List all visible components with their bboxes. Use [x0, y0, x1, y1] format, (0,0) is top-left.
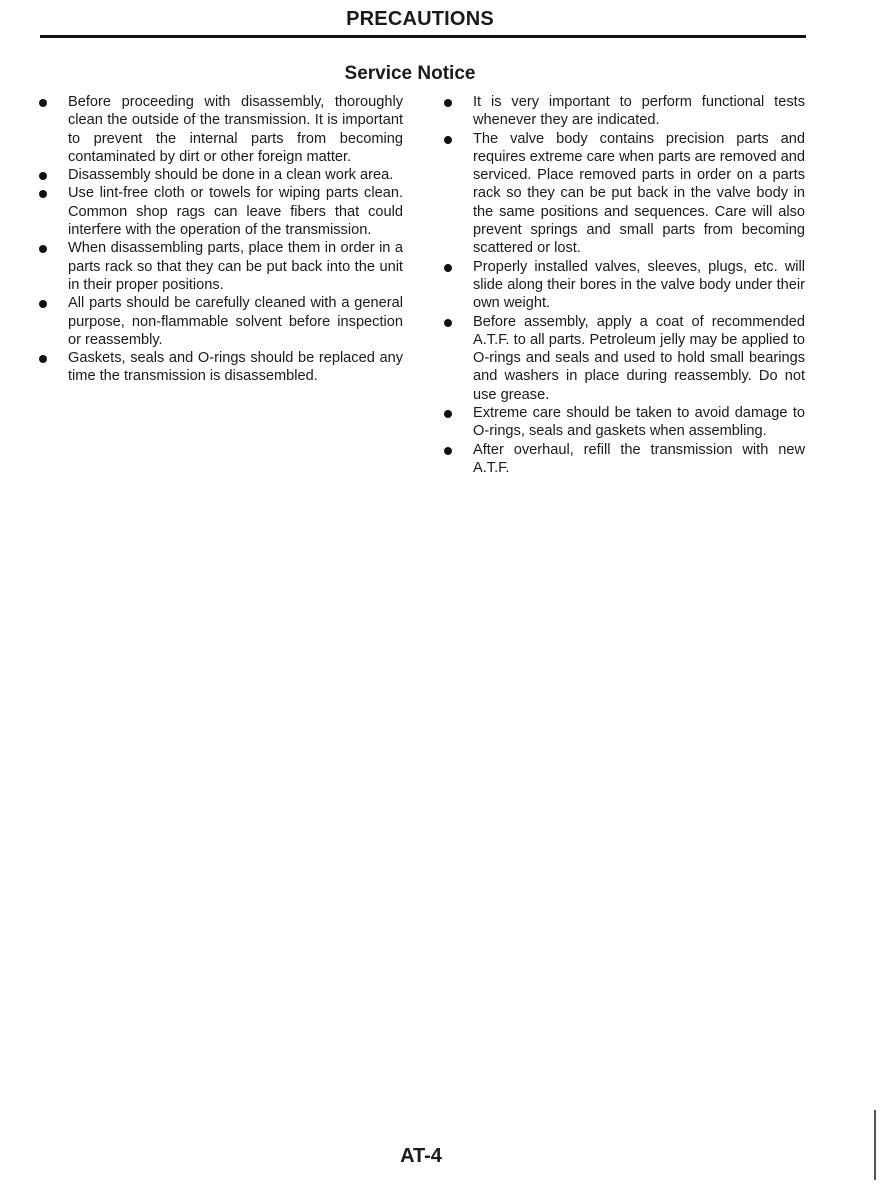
list-item-text: It is very important to perform functional tests whenever they are indicated.	[473, 94, 805, 129]
page-number: AT-4	[400, 1145, 442, 1167]
list-item	[38, 239, 403, 294]
list-item-text: Before proceeding with disassembly, thoroughly clean the outside of the transmission. It is important to prevent the internal parts from becoming contaminated by dirt or other foreign matter.	[68, 94, 403, 165]
list-item-text: Gaskets, seals and O-rings should be replaced any time the transmission is disassembled.	[68, 350, 403, 385]
list-item	[443, 258, 805, 313]
bullet-icon	[444, 319, 452, 327]
bullet-icon	[39, 300, 47, 308]
list-item	[443, 313, 805, 404]
list-item	[443, 441, 805, 478]
page-header-title: PRECAUTIONS	[346, 8, 494, 30]
list-item-text: Properly installed valves, sleeves, plugs, etc. will slide along their bores in the valve body under their own weight.	[473, 258, 805, 312]
list-item-text: All parts should be carefully cleaned with a general purpose, non-flammable solvent before inspection or reassembly.	[68, 295, 403, 348]
right-column-list	[443, 93, 805, 477]
section-title: Service Notice	[344, 63, 476, 84]
bullet-icon	[444, 264, 452, 272]
list-item	[38, 93, 403, 166]
bullet-icon	[444, 136, 452, 144]
bullet-icon	[444, 410, 452, 418]
list-item-text: Extreme care should be taken to avoid damage to O-rings, seals and gaskets when assembling.	[473, 405, 805, 440]
list-item	[443, 93, 805, 130]
scan-edge-mark	[874, 1110, 876, 1180]
list-item-text: When disassembling parts, place them in order in a parts rack so that they can be put back into the unit in their proper positions.	[68, 240, 403, 293]
list-item-text: Before assembly, apply a coat of recommended A.T.F. to all parts. Petroleum jelly may be applied to O-rings and seals and used to hold small bearings and washers in place during reassembly. Do not use grease.	[473, 313, 805, 403]
list-item	[443, 404, 805, 441]
list-item-text: Use lint-free cloth or towels for wiping parts clean. Common shop rags can leave fibers that could interfere with the operation of the transmission.	[68, 185, 403, 239]
list-item	[443, 130, 805, 258]
list-item	[38, 349, 403, 386]
bullet-icon	[444, 99, 452, 107]
bullet-icon	[39, 190, 47, 198]
list-item	[38, 184, 403, 239]
left-column-list	[38, 93, 403, 386]
bullet-icon	[444, 447, 452, 455]
bullet-icon	[39, 99, 47, 107]
bullet-icon	[39, 355, 47, 363]
list-item	[38, 166, 403, 184]
header-divider	[40, 35, 806, 38]
list-item-text: Disassembly should be done in a clean work area.	[68, 167, 394, 184]
list-item-text: After overhaul, refill the transmission with new A.T.F.	[473, 441, 805, 476]
list-item	[38, 294, 403, 349]
bullet-icon	[39, 172, 47, 180]
list-item-text: The valve body contains precision parts and requires extreme care when parts are removed and serviced. Place removed parts in order on a parts rack so they can be put back in the valve body in the same positions and sequences. Care will also prevent springs and small parts from becoming scattered or lost.	[473, 130, 805, 257]
bullet-icon	[39, 245, 47, 253]
